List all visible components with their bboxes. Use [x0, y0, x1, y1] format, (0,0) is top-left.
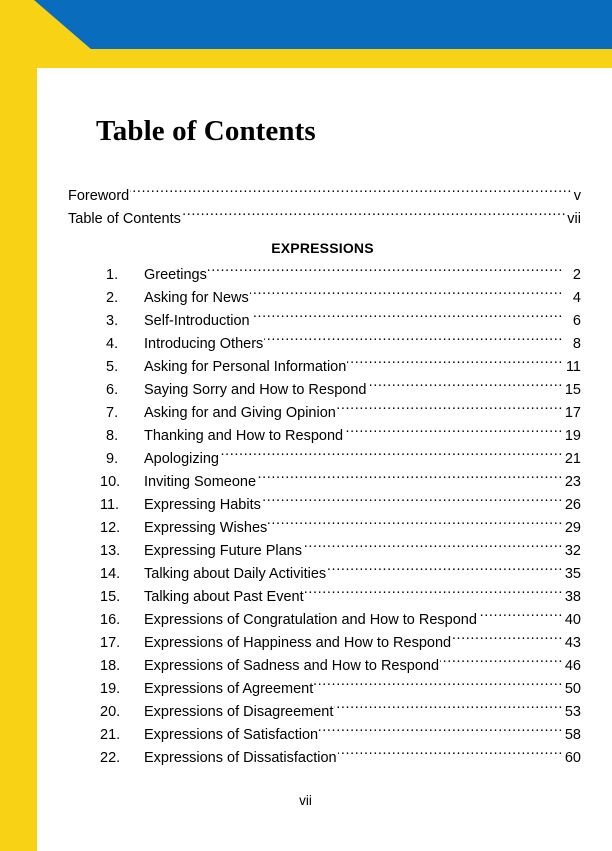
- toc-entry-11[interactable]: [68, 494, 581, 517]
- toc-entry-20[interactable]: [68, 701, 581, 724]
- header-yellow-band: [0, 49, 612, 68]
- toc-entry-label: Expressions of Dissatisfaction: [144, 750, 337, 766]
- dot-leader: [338, 748, 563, 763]
- dot-leader: [182, 209, 566, 224]
- toc-entry-label: Asking for and Giving Opinion: [144, 405, 336, 421]
- toc-entry-page: 4: [572, 290, 581, 306]
- dot-leader: [250, 288, 563, 303]
- toc-entry-page: 15: [564, 382, 581, 398]
- table-of-contents: [68, 185, 581, 770]
- toc-entry-page: 38: [564, 589, 581, 605]
- toc-entry-label: Thanking and How to Respond: [144, 428, 344, 444]
- toc-entry-4[interactable]: [68, 333, 581, 356]
- toc-entry-number: 8.: [106, 428, 119, 444]
- dot-leader: [314, 679, 563, 694]
- toc-entry-page: 53: [564, 704, 581, 720]
- toc-entry-label: Inviting Someone: [144, 474, 257, 490]
- toc-entry-number: 1.: [106, 267, 119, 283]
- toc-entry-page: 50: [564, 681, 581, 697]
- dot-leader: [268, 518, 563, 533]
- page-sheet: [37, 68, 612, 851]
- toc-entry-label: Asking for News: [144, 290, 249, 306]
- dot-leader: [327, 564, 563, 579]
- toc-entry-label: Introducing Others: [144, 336, 264, 352]
- dot-leader: [251, 311, 563, 326]
- toc-entry-16[interactable]: [68, 609, 581, 632]
- toc-entry-label: Expressions of Satisfaction: [144, 727, 319, 743]
- toc-entry-number: 15.: [100, 589, 121, 605]
- toc-entry-14[interactable]: [68, 563, 581, 586]
- toc-entry-label: Self-Introduction: [144, 313, 250, 329]
- dot-leader: [337, 403, 563, 418]
- toc-entry-page: 11: [565, 359, 581, 375]
- toc-entry-number: 4.: [106, 336, 119, 352]
- toc-section-heading: EXPRESSIONS: [271, 240, 374, 256]
- dot-leader: [452, 633, 563, 648]
- toc-entry-number: 22.: [100, 750, 121, 766]
- toc-entry-13[interactable]: [68, 540, 581, 563]
- dot-leader: [264, 334, 563, 349]
- toc-entry-label: Expressions of Disagreement: [144, 704, 334, 720]
- dot-leader: [334, 702, 563, 717]
- dot-leader: [303, 541, 563, 556]
- toc-entry-number: 9.: [106, 451, 119, 467]
- toc-entry-table-of-contents[interactable]: [68, 208, 581, 231]
- toc-entry-number: 16.: [100, 612, 121, 628]
- dot-leader: [262, 495, 563, 510]
- toc-entry-19[interactable]: [68, 678, 581, 701]
- toc-entry-page: 19: [564, 428, 581, 444]
- toc-entry-number: 19.: [100, 681, 121, 697]
- dot-leader: [478, 610, 563, 625]
- toc-entry-number: 17.: [100, 635, 121, 651]
- toc-entry-18[interactable]: [68, 655, 581, 678]
- toc-entry-label: Saying Sorry and How to Respond: [144, 382, 367, 398]
- toc-entry-17[interactable]: [68, 632, 581, 655]
- dot-leader: [208, 265, 563, 280]
- toc-entry-10[interactable]: [68, 471, 581, 494]
- toc-entry-number: 5.: [106, 359, 119, 375]
- toc-entry-label: Foreword: [68, 188, 130, 204]
- toc-entry-7[interactable]: [68, 402, 581, 425]
- toc-entry-8[interactable]: [68, 425, 581, 448]
- toc-entry-label: Expressions of Agreement: [144, 681, 314, 697]
- toc-entry-21[interactable]: [68, 724, 581, 747]
- toc-entry-label: Asking for Personal Information: [144, 359, 347, 375]
- toc-entry-label: Expressions of Happiness and How to Respond: [144, 635, 452, 651]
- toc-entry-page: 46: [564, 658, 581, 674]
- toc-entry-page: 40: [564, 612, 581, 628]
- toc-entry-number: 12.: [100, 520, 121, 536]
- toc-entry-number: 7.: [106, 405, 119, 421]
- toc-entry-label: Apologizing: [144, 451, 219, 467]
- dot-leader: [220, 449, 563, 464]
- dot-leader: [305, 587, 563, 602]
- toc-entry-page: 43: [564, 635, 581, 651]
- toc-entry-label: Talking about Daily Activities: [144, 566, 327, 582]
- toc-entry-number: 6.: [106, 382, 119, 398]
- toc-entry-number: 20.: [100, 704, 121, 720]
- toc-entry-label: Expressing Habits: [144, 497, 261, 513]
- toc-entry-page: 2: [572, 267, 581, 283]
- dot-leader: [257, 472, 563, 487]
- toc-entry-6[interactable]: [68, 379, 581, 402]
- page-folio-number: vii: [299, 793, 312, 808]
- dot-leader: [367, 380, 563, 395]
- dot-leader: [440, 656, 563, 671]
- toc-entry-15[interactable]: [68, 586, 581, 609]
- toc-entry-page: 17: [564, 405, 581, 421]
- toc-entry-page: 35: [564, 566, 581, 582]
- toc-entry-22[interactable]: [68, 747, 581, 770]
- toc-entry-2[interactable]: [68, 287, 581, 310]
- toc-entry-number: 18.: [100, 658, 121, 674]
- toc-entry-number: 14.: [100, 566, 121, 582]
- toc-entry-9[interactable]: [68, 448, 581, 471]
- dot-leader: [130, 186, 572, 201]
- toc-entry-foreword[interactable]: [68, 185, 581, 208]
- toc-entry-page: vii: [567, 211, 581, 227]
- toc-entry-label: Table of Contents: [68, 211, 181, 227]
- toc-entry-label: Expressions of Congratulation and How to Respond: [144, 612, 477, 628]
- toc-entry-5[interactable]: [68, 356, 581, 379]
- toc-entry-page: 29: [564, 520, 581, 536]
- toc-entry-page: 6: [572, 313, 581, 329]
- toc-entry-page: 23: [564, 474, 581, 490]
- toc-entry-label: Talking about Past Event: [144, 589, 304, 605]
- toc-entry-label: Greetings: [144, 267, 207, 283]
- header-blue-band: [0, 0, 612, 50]
- toc-entry-number: 10.: [100, 474, 121, 490]
- toc-entry-1[interactable]: [68, 264, 581, 287]
- toc-entry-page: 26: [564, 497, 581, 513]
- toc-entry-label: Expressing Wishes: [144, 520, 268, 536]
- toc-entry-number: 11.: [100, 497, 120, 513]
- dot-leader: [347, 357, 563, 372]
- toc-entry-page: 21: [564, 451, 581, 467]
- toc-entry-page: 58: [564, 727, 581, 743]
- page-title: Table of Contents: [96, 115, 316, 148]
- toc-entry-page: v: [573, 188, 581, 204]
- dot-leader: [344, 426, 563, 441]
- toc-entry-label: Expressing Future Plans: [144, 543, 302, 559]
- toc-entry-number: 3.: [106, 313, 119, 329]
- toc-entry-page: 32: [564, 543, 581, 559]
- dot-leader: [319, 725, 563, 740]
- toc-entry-number: 21.: [100, 727, 121, 743]
- toc-entry-page: 8: [572, 336, 581, 352]
- toc-entry-number: 2.: [106, 290, 119, 306]
- toc-entry-3[interactable]: [68, 310, 581, 333]
- toc-entry-12[interactable]: [68, 517, 581, 540]
- toc-entry-number: 13.: [100, 543, 121, 559]
- toc-entry-label: Expressions of Sadness and How to Respond: [144, 658, 440, 674]
- toc-entry-page: 60: [564, 750, 581, 766]
